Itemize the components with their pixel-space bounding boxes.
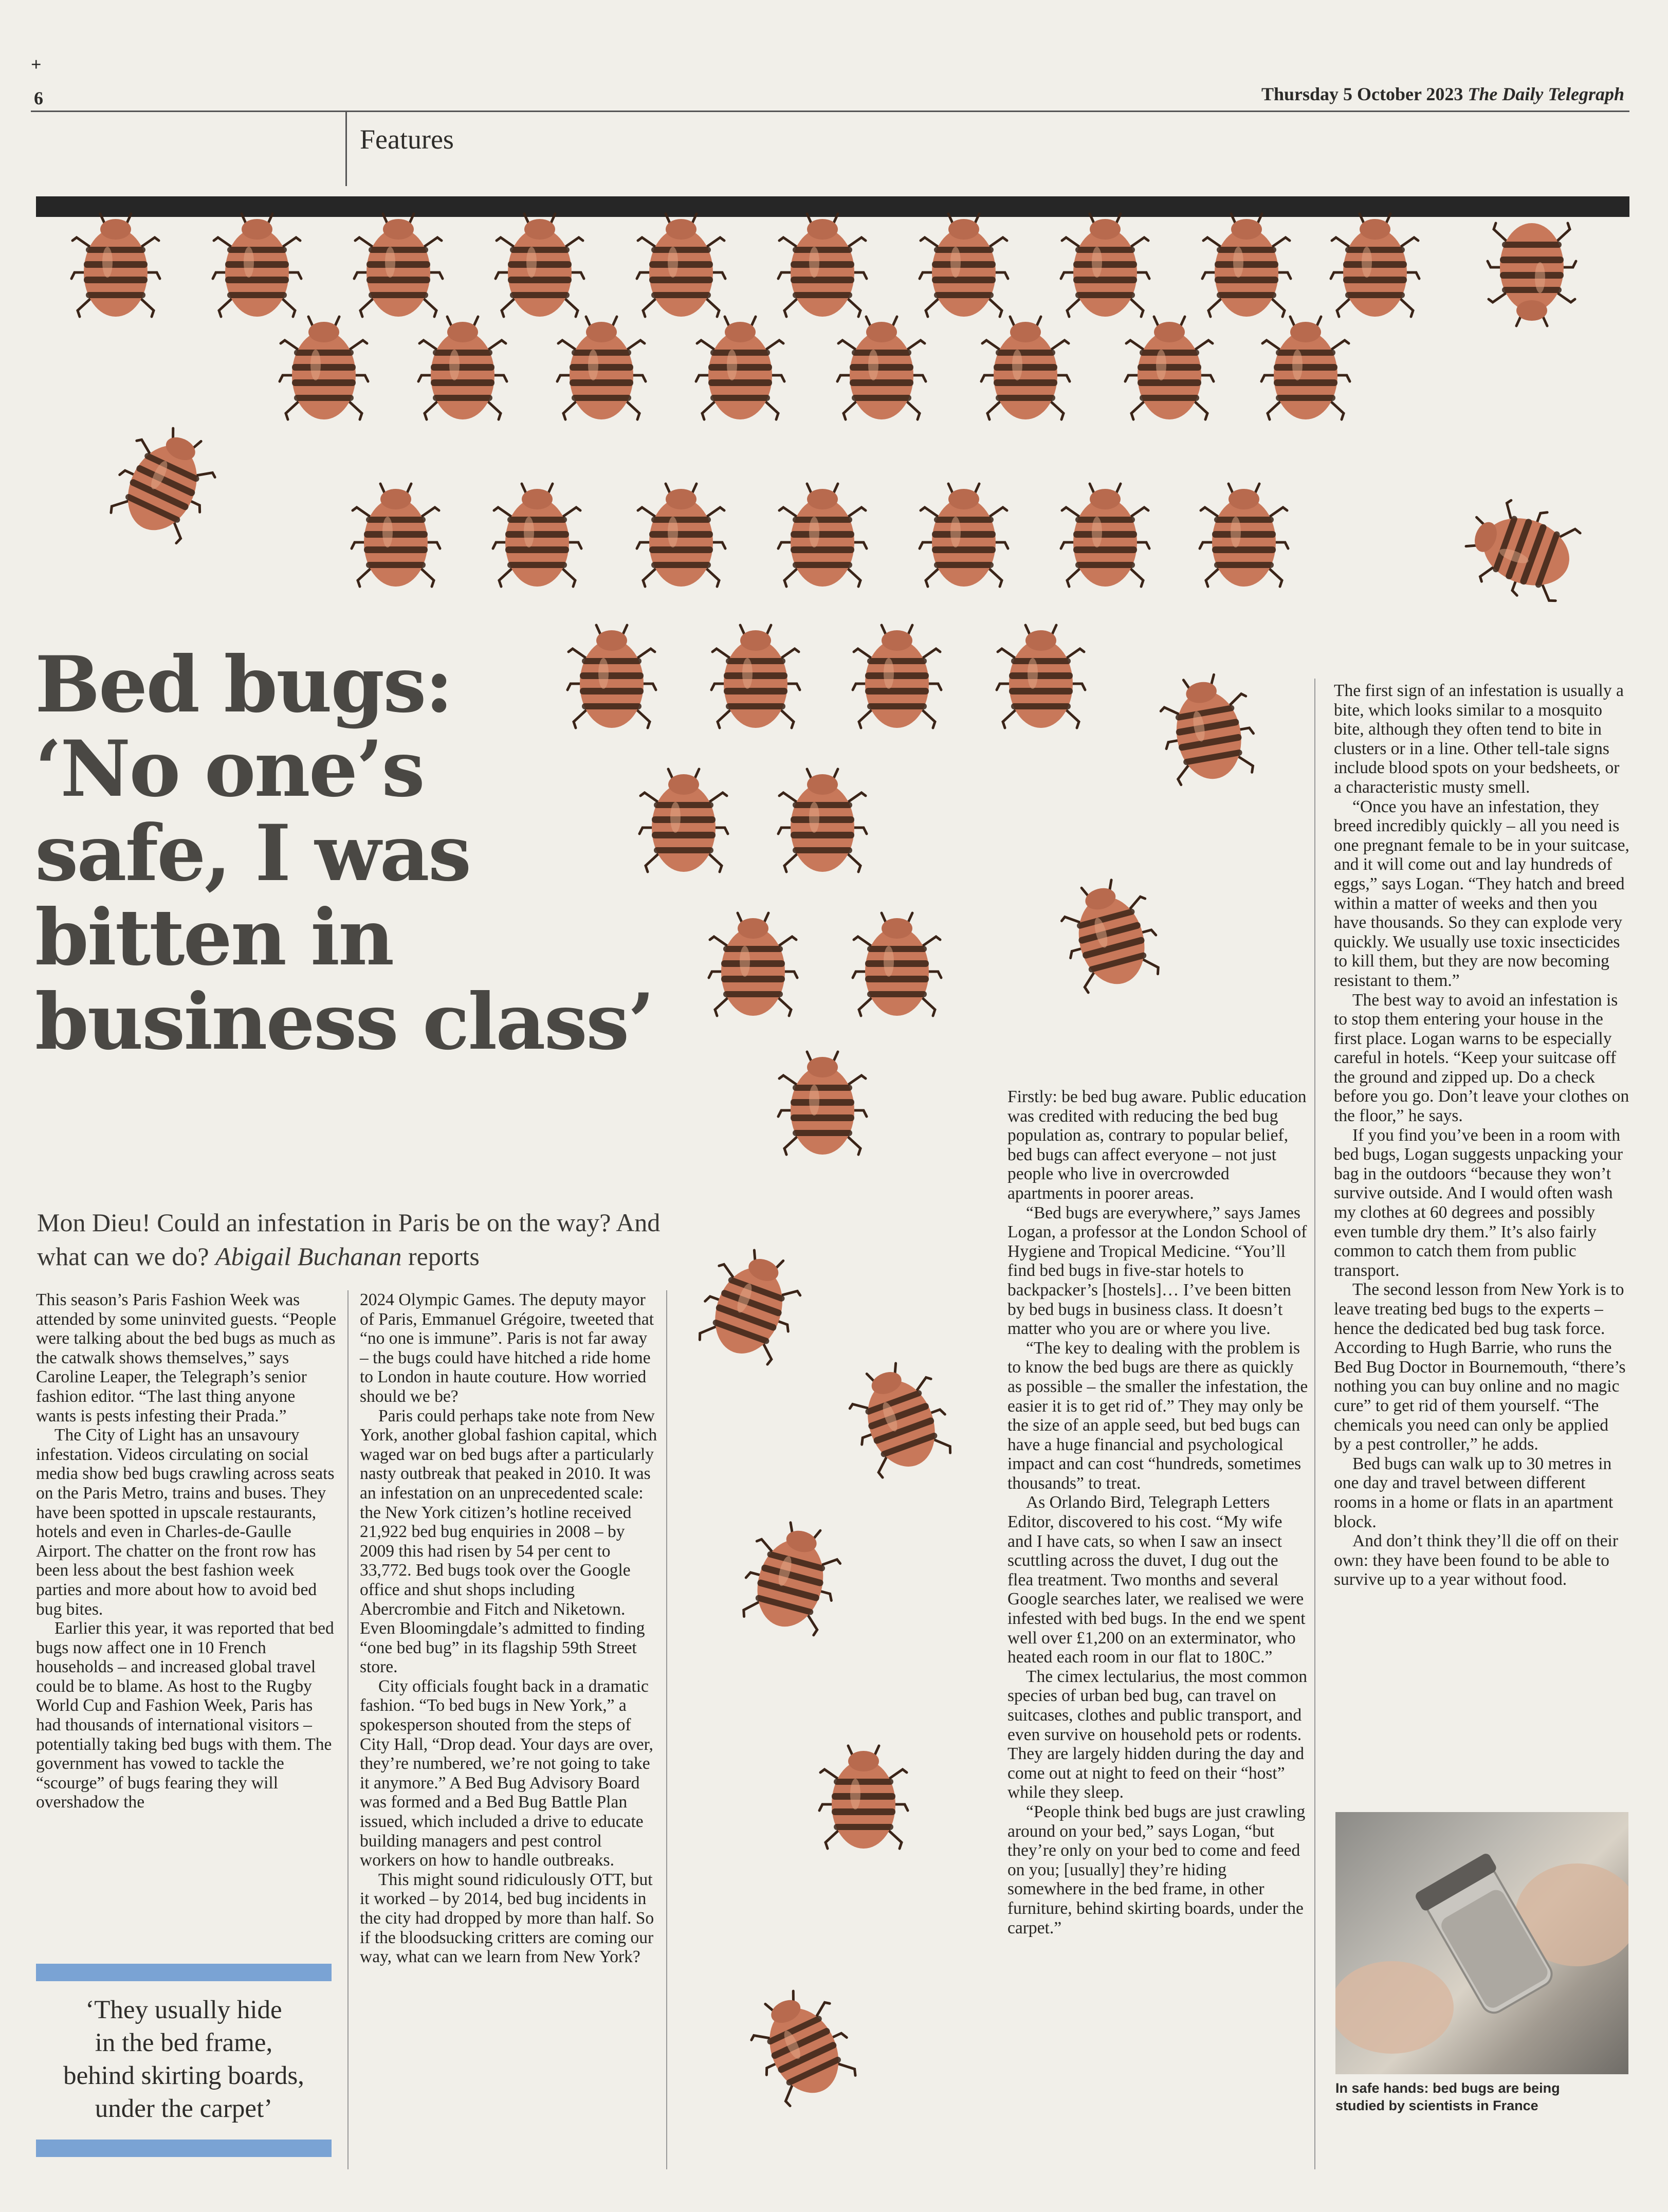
bed-bug-icon <box>851 622 943 735</box>
jar-illustration-icon <box>1335 1812 1628 2074</box>
bed-bug-icon <box>635 481 727 594</box>
bed-bug-icon <box>1200 211 1293 324</box>
bed-bug-icon <box>776 766 869 879</box>
bed-bug-icon <box>835 314 928 427</box>
bed-bug-icon <box>1329 211 1421 324</box>
paragraph: As Orlando Bird, Telegraph Letters Editor, discovered to his cost. “My wife and I have cats, so when I saw an insect scuttling across the duvet, I dug out the flea treatment. Two months and several Google searches later, we realised we were infested with bed bugs. In the end we spent well over £1,200 on an exterminator, who heated each room in our flat to 180C.” <box>1007 1493 1306 1667</box>
photo-bed-bug-jar <box>1335 1812 1628 2074</box>
paragraph: 2024 Olympic Games. The deputy mayor of Paris, Emmanuel Grégoire, tweeted that “no one is immune”. Paris is not far away – the bugs could have hitched a ride home to London in haute couture. How worried should we be? <box>360 1290 654 1406</box>
crop-mark: + <box>31 54 42 75</box>
paragraph: This might sound ridiculously OTT, but it worked – by 2014, bed bug incidents in the city had dropped by more than half. So if the bloodsucking critters are coming our way, what can we learn from New York? <box>360 1870 654 1967</box>
bed-bug-icon <box>694 314 786 427</box>
bed-bug-icon <box>491 481 583 594</box>
caption-line: studied by scientists in France <box>1335 2098 1538 2113</box>
paragraph: And don’t think they’ll die off on their own: they have been found to be able to survive up to a year without food. <box>1334 1531 1619 1589</box>
headline-line: business class’ <box>35 977 653 1067</box>
bed-bug-icon <box>1152 666 1263 794</box>
bed-bug-icon <box>1051 869 1170 1002</box>
bed-bug-icon <box>732 1511 851 1644</box>
header-rule <box>31 111 1629 112</box>
pullquote-bar-bottom <box>36 2140 332 2157</box>
bed-bug-icon <box>776 481 869 594</box>
bed-bug-icon <box>1259 314 1352 427</box>
bed-bug-icon <box>352 211 445 324</box>
bed-bug-icon <box>416 314 509 427</box>
bed-bug-icon <box>493 211 586 324</box>
bed-bug-icon <box>776 1049 869 1162</box>
headline-line: safe, I was <box>35 808 470 899</box>
standfirst <box>37 1205 674 1273</box>
bed-bug-icon <box>99 412 230 554</box>
pullquote-line: in the bed frame, <box>95 2028 273 2057</box>
paragraph: The best way to avoid an infestation is to stop them entering your house in the first place. Logan warns to be especially careful in hotels. “Keep your suitcase off the ground and zipped up. Do a check before you go. Don’t leave your clothes on the floor,” he says. <box>1334 990 1629 1126</box>
bed-bug-icon <box>1059 211 1151 324</box>
photo-caption <box>1335 2079 1628 2114</box>
page-number: 6 <box>34 88 43 108</box>
bed-bug-icon <box>709 622 802 735</box>
headline-line: Bed bugs: <box>35 639 452 730</box>
bed-bug-icon <box>837 1350 962 1488</box>
dateline <box>905 83 1624 105</box>
bed-bug-icon <box>918 211 1010 324</box>
pullquote-line: behind skirting boards, <box>63 2061 304 2090</box>
paragraph: “Bed bugs are everywhere,” says James Logan, a professor at the London School of Hygiene and Tropical Medicine. “You’ll find bed bugs in five-star hotels to backpacker’s [hostels]… I’ve been bitten by bed bugs in business class. It doesn’t matter who you are or where you live. <box>1007 1203 1307 1339</box>
paragraph: Paris could perhaps take note from New York, another global fashion capital, which waged war on bed bugs after a particularly nasty outbreak that peaked in 2010. It was an infestation on an unprecedented scale: the New York citizen’s hotline received 21,922 bed bug enquiries in 2008 – by 2009 this had risen by 54 per cent to 33,772. Bed bugs took over the Google office and shut shops including Abercrombie and Fitch and Niketown. Even Bloomingdale’s admitted to finding “one bed bug” in its flagship 59th Street store. <box>360 1406 657 1677</box>
bed-bug-icon <box>1486 216 1578 329</box>
caption-line: In safe hands: bed bugs are being <box>1335 2080 1560 2096</box>
body-column-2 <box>360 1290 658 1967</box>
paragraph: Bed bugs can walk up to 30 metres in one day and travel between different rooms in a home or flats in an apartment block. <box>1334 1454 1614 1531</box>
bed-bug-icon <box>1198 481 1290 594</box>
bed-bug-icon <box>555 314 648 427</box>
column-rule <box>1314 679 1315 2169</box>
bed-bug-icon <box>736 1975 868 2116</box>
bed-bug-icon <box>688 1237 813 1375</box>
paragraph: “People think bed bugs are just crawling around on your bed,” says Logan, “but they’re only on your bed to come and feed on you; [usually] they’re hiding somewhere in the bed frame, in other furniture, behind skirting boards, under the carpet.” <box>1007 1802 1306 1937</box>
bed-bug-icon <box>211 211 303 324</box>
paragraph: The second lesson from New York is to leave treating bed bugs to the experts – hence the dedicated bed bug task force. According to Hugh Barrie, who runs the Bed Bug Doctor in Bournemouth, “there’s nothing you can buy online and no magic cure” to get rid of them yourself. “The chemicals you need can only be applied by a pest controller,” he adds. <box>1334 1280 1626 1454</box>
pullquote-line: ‘They usually hide <box>85 1996 282 2024</box>
bed-bug-icon <box>1453 487 1590 613</box>
section-divider <box>345 112 347 186</box>
bed-bug-icon <box>69 211 162 324</box>
paragraph: This season’s Paris Fashion Week was attended by some uninvited guests. “People were talking about the bed bugs as much as the catwalk shows themselves,” says Caroline Leaper, the Telegraph’s senior fashion editor. “The last thing anyone wants is pests infesting their Prada.” <box>36 1290 337 1425</box>
headline-line: ‘No one’s <box>35 724 424 814</box>
date: Thursday 5 October 2023 <box>1261 84 1463 104</box>
paragraph: If you find you’ve been in a room with bed bugs, Logan suggests unpacking your bag in the outdoors “because they won’t survive outside. And I would often wash my clothes at 60 degrees and possibly even tumble dry them.” It’s also fairly common to catch them from public transport. <box>1334 1125 1623 1280</box>
bed-bug-icon <box>707 910 799 1023</box>
bed-bug-icon <box>1123 314 1216 427</box>
paragraph: City officials fought back in a dramatic fashion. “To bed bugs in New York,” a spokesperson shouted from the steps of City Hall, “Drop dead. Your days are over, they’re numbered, we’re not going to take it anymore.” A Bed Bug Advisory Board was formed and a Bed Bug Battle Plan issued, which included a drive to educate building managers and pest control workers on how to handle outbreaks. <box>360 1676 653 1870</box>
pullquote <box>36 1994 332 2125</box>
bed-bug-icon <box>278 314 370 427</box>
bed-bug-icon <box>350 481 442 594</box>
byline: Abigail Buchanan <box>215 1242 402 1271</box>
paragraph: The City of Light has an unsavoury infestation. Videos circulating on social media show bed bugs crawling across seats on the Paris Metro, trains and buses. They have been spotted in upscale restaurants, hotels and even in Charles-de-Gaulle Airport. The chatter on the front row has been less about the best fashion week parties and more about how to avoid bed bug bites. <box>36 1425 335 1619</box>
masthead: The Daily Telegraph <box>1468 84 1624 104</box>
column-rule <box>666 1290 667 2169</box>
paragraph: Earlier this year, it was reported that bed bugs now affect one in 10 French households – and increased global travel could be to blame. As host to the Rugby World Cup and Fashion Week, Paris has had thousands of international visitors – potentially taking bed bugs with them. The government has vowed to tackle the “scourge” of bugs fearing they will overshadow the <box>36 1619 334 1812</box>
body-column-4 <box>1334 681 1629 1589</box>
paragraph: “The key to dealing with the problem is to know the bed bugs are there as quickly as possible – the smaller the infestation, the easier it is to get rid of.” They may only be the size of an apple seed, but bed bugs can have a huge financial and psychological impact and can cost “hundreds, sometimes thousands” to treat. <box>1007 1338 1308 1493</box>
paragraph: Firstly: be bed bug aware. Public education was credited with reducing the bed bug population as, contrary to popular belief, bed bugs can affect everyone – not just people who live in overcrowded apartments in poorer areas. <box>1007 1087 1307 1203</box>
headline-line: bitten in <box>35 892 393 983</box>
byline-suffix: reports <box>408 1242 480 1271</box>
bed-bug-icon <box>776 211 869 324</box>
bed-bug-icon <box>979 314 1072 427</box>
headline <box>35 639 693 1067</box>
paragraph: “Once you have an infestation, they breed incredibly quickly – all you need is one pregnant female to be in your suitcase, and it will come out and lay hundreds of eggs,” says Logan. “They hatch and breed within a matter of weeks and then you have thousands. So they can explode very quickly. We usually use toxic insecticides to kill them, but they are now becoming resistant to them.” <box>1334 797 1629 990</box>
bed-bug-icon <box>851 910 943 1023</box>
section-title: Features <box>360 124 454 155</box>
paragraph: The first sign of an infestation is usually a bite, which looks similar to a mosquito bite, although they often tend to bite in clusters or in a line. Other tell-tale signs include blood spots on your bedsheets, or a characteristic musty smell. <box>1334 681 1624 797</box>
bed-bug-icon <box>635 211 727 324</box>
body-column-1 <box>36 1290 337 1812</box>
pullquote-line: under the carpet’ <box>95 2094 273 2123</box>
bed-bug-icon <box>817 1743 910 1856</box>
paragraph: The cimex lectularius, the most common species of urban bed bug, can travel on suitcases, clothes and public transport, and even survive on household pets or rodents. They are largely hidden during the day and come out at night to feed on their “host” while they sleep. <box>1007 1667 1308 1802</box>
body-column-3 <box>1007 1087 1308 1937</box>
bed-bug-icon <box>1059 481 1151 594</box>
bed-bug-icon <box>995 622 1087 735</box>
bed-bug-icon <box>918 481 1010 594</box>
standfirst-text: Mon Dieu! Could an infestation in Paris be on the way? And what can we do? <box>37 1208 661 1271</box>
pullquote-bar-top <box>36 1964 332 1981</box>
column-rule <box>347 1290 349 2169</box>
